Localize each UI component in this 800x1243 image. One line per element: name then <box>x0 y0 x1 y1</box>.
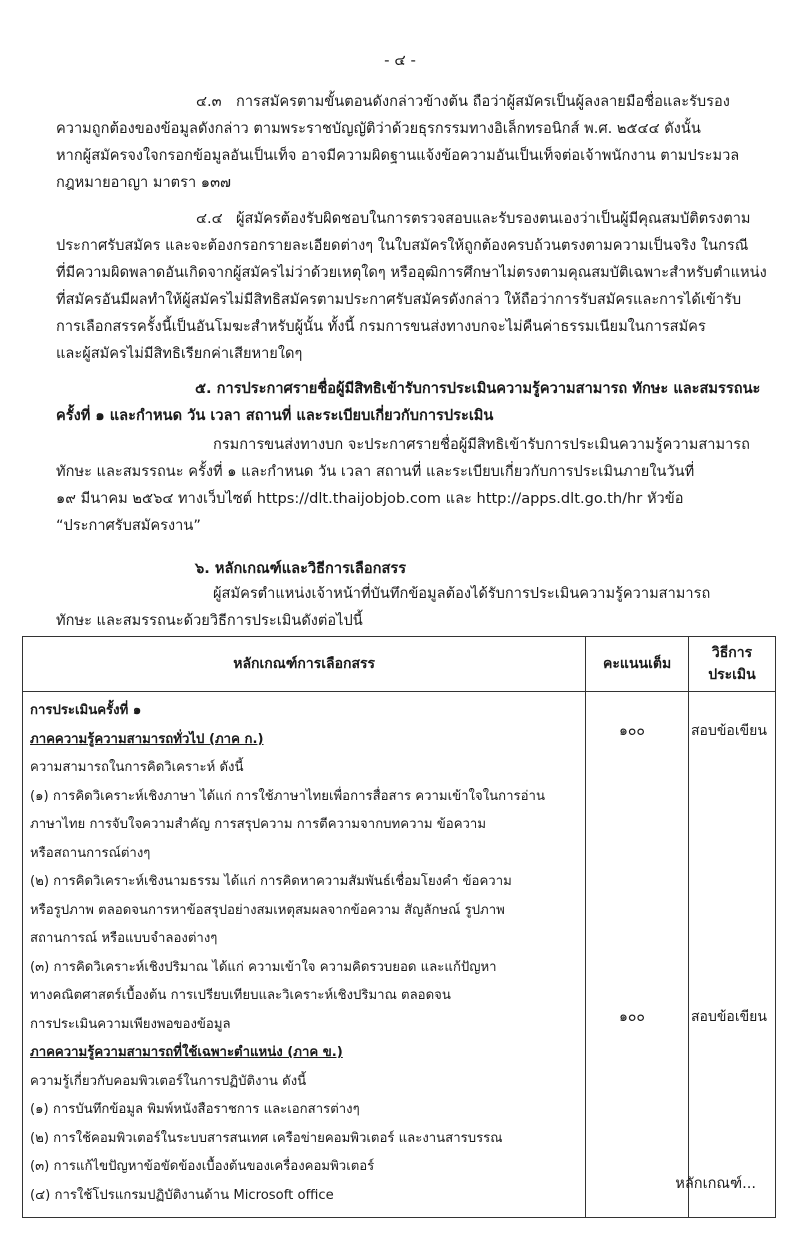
part-a-method: สอบข้อเขียน <box>691 723 767 739</box>
part-b-method: สอบข้อเขียน <box>691 1009 767 1025</box>
section-6-heading: ๖. หลักเกณฑ์และวิธีการเลือกสรร <box>195 560 407 577</box>
part-b-title: ภาคความรู้ความสามารถที่ใช้เฉพาะตำแหน่ง (ภาค ข.) <box>30 1045 343 1060</box>
continuation-text: หลักเกณฑ์... <box>675 1175 756 1192</box>
part-b-score: ๑๐๐ <box>619 1009 645 1025</box>
criteria-cell: การประเมินครั้งที่ ๑ ภาคความรู้ความสามารถทั่วไป (ภาค ก.) ความสามารถในการคิดวิเคราะห์ ดังนี้ (๑) การคิดวิเคราะห์เชิงภาษา ได้แก่ การใช้ภาษาไทยเพื่อการสื่อสาร ความเข้าใจในการอ่าน ภาษาไทย การจับใจความสำคัญ การสรุปความ การตีความจากบทความ ข้อความ หรือสถานการณ์ต่างๆ (๒) การคิดวิเคราะห์เชิงนามธรรม ได้แก่ การคิดหาความสัมพันธ์เชื่อมโยงคำ ข้อความ หรือรูปภาพ ตลอดจนการหาข้อสรุปอย่างสมเหตุสมผลจากข้อความ สัญลักษณ์ รูปภาพ สถานการณ์ หรือแบบจำลองต่างๆ (๓) การคิดวิเคราะห์เชิงปริมาณ ได้แก่ ความเข้าใจ ความคิดรวบยอด และแก้ปัญหา ทางคณิตศาสตร์เบื้องต้น การเปรียบเทียบและวิเคราะห์เชิงปริมาณ ตลอดจน การประเมินความเพียงพอของข้อมูล ภาคความรู้ความสามารถที่ใช้เฉพาะตำแหน่ง (ภาค ข.) ความรู้เกี่ยวกับคอมพิวเตอร์ในการปฏิบัติงาน ดังนี้ (๑) การบันทึกข้อมูล พิมพ์หนังสือราชการ และเอกสารต่างๆ (๒) การใช้คอมพิวเตอร์ในระบบสารสนเทศ เครือข่ายคอมพิวเตอร์ และงานสารบรรณ (๓) การแก้ไขปัญหาข้อขัดข้องเบื้องต้นของเครื่องคอมพิวเตอร์ (๔) การใช้โปรแกรมปฏิบัติงานด้าน Microsoft office <box>23 692 586 1218</box>
section-5-heading: ๕. การประกาศรายชื่อผู้มีสิทธิเข้ารับการประเมินความรู้ความสามารถ ทักษะ และสมรรถนะ <box>195 380 761 397</box>
header-score: คะแนนเต็ม <box>586 637 689 692</box>
round-title: การประเมินครั้งที่ ๑ <box>30 703 142 718</box>
table-header-row <box>23 637 776 692</box>
table-row <box>23 692 776 1218</box>
section-6-body: ผู้สมัครตำแหน่งเจ้าหน้าที่บันทึกข้อมูลต้องได้รับการประเมินความรู้ความสามารถ ทักษะ และสมรรถนะด้วยวิธีการประเมินดังต่อไปนี้ <box>56 585 711 629</box>
criteria-table <box>22 636 776 1218</box>
score-cell <box>586 692 689 1218</box>
paragraph-4-3: ๔.๓ การสมัครตามขั้นตอนดังกล่าวข้างต้น ถือว่าผู้สมัครเป็นผู้ลงลายมือชื่อและรับรอง ความถูกต้องของข้อมูลดังกล่าว ตามพระราชบัญญัติว่าด้วยธุรกรรมทางอิเล็กทรอนิกส์ พ.ศ. ๒๕๔๔ ดังนั้น หากผู้สมัครจงใจกรอกข้อมูลอันเป็นเท็จ อาจมีความผิดฐานแจ้งข้อความอันเป็นเท็จต่อเจ้าพนักงาน ตามประมวล กฎหมายอาญา มาตรา ๑๓๗ <box>56 88 768 196</box>
section-5-body: กรมการขนส่งทางบก จะประกาศรายชื่อผู้มีสิทธิเข้ารับการประเมินความรู้ความสามารถ ทักษะ และสมรรถนะ ครั้งที่ ๑ และกำหนด วัน เวลา สถานที่ และระเบียบเกี่ยวกับการประเมินภายในวันที่ ๑๙ มีนาคม ๒๕๖๔ ทางเว็บไซต์ https://dlt.thaijobjob.com และ http://apps.dlt.go.th/hr หัวข้อ “ประกาศรับสมัครงาน” <box>56 436 750 534</box>
header-method: วิธีการ ประเมิน <box>688 637 775 692</box>
part-a-score: ๑๐๐ <box>619 723 645 739</box>
section-5-heading-cont: ครั้งที่ ๑ และกำหนด วัน เวลา สถานที่ และระเบียบเกี่ยวกับการประเมิน <box>56 407 494 424</box>
paragraph-4-4-number: ๔.๔ <box>196 210 223 227</box>
paragraph-4-4: ๔.๔ ผู้สมัครต้องรับผิดชอบในการตรวจสอบและรับรองตนเองว่าเป็นผู้มีคุณสมบัติตรงตาม ประกาศรับสมัคร และจะต้องกรอกรายละเอียดต่างๆ ในใบสมัครให้ถูกต้องครบถ้วนตรงตามความเป็นจริง ในกรณี ที่มีความผิดพลาดอันเกิดจากผู้สมัครไม่ว่าด้วยเหตุใดๆ หรืออุฒิการศึกษาไม่ตรงตามคุณสมบัติเฉพาะสำหรับตำแหน่ง ที่สมัครอันมีผลทำให้ผู้สมัครไม่มีสิทธิสมัครตามประกาศรับสมัครดังกล่าว ให้ถือว่าการรับสมัครและการได้เข้ารับ การเลือกสรรครั้งนี้เป็นอันโมฆะสำหรับผู้นั้น ทั้งนี้ กรมการขนส่งทางบกจะไม่คืนค่าธรรมเนียมในการสมัคร และผู้สมัครไม่มีสิทธิเรียกค่าเสียหายใดๆ <box>56 205 768 367</box>
part-a-title: ภาคความรู้ความสามารถทั่วไป (ภาค ก.) <box>30 731 264 747</box>
method-cell <box>688 692 775 1218</box>
header-criteria: หลักเกณฑ์การเลือกสรร <box>23 637 586 692</box>
page-number: - ๔ - <box>384 51 416 69</box>
paragraph-4-3-number: ๔.๓ <box>196 93 222 110</box>
